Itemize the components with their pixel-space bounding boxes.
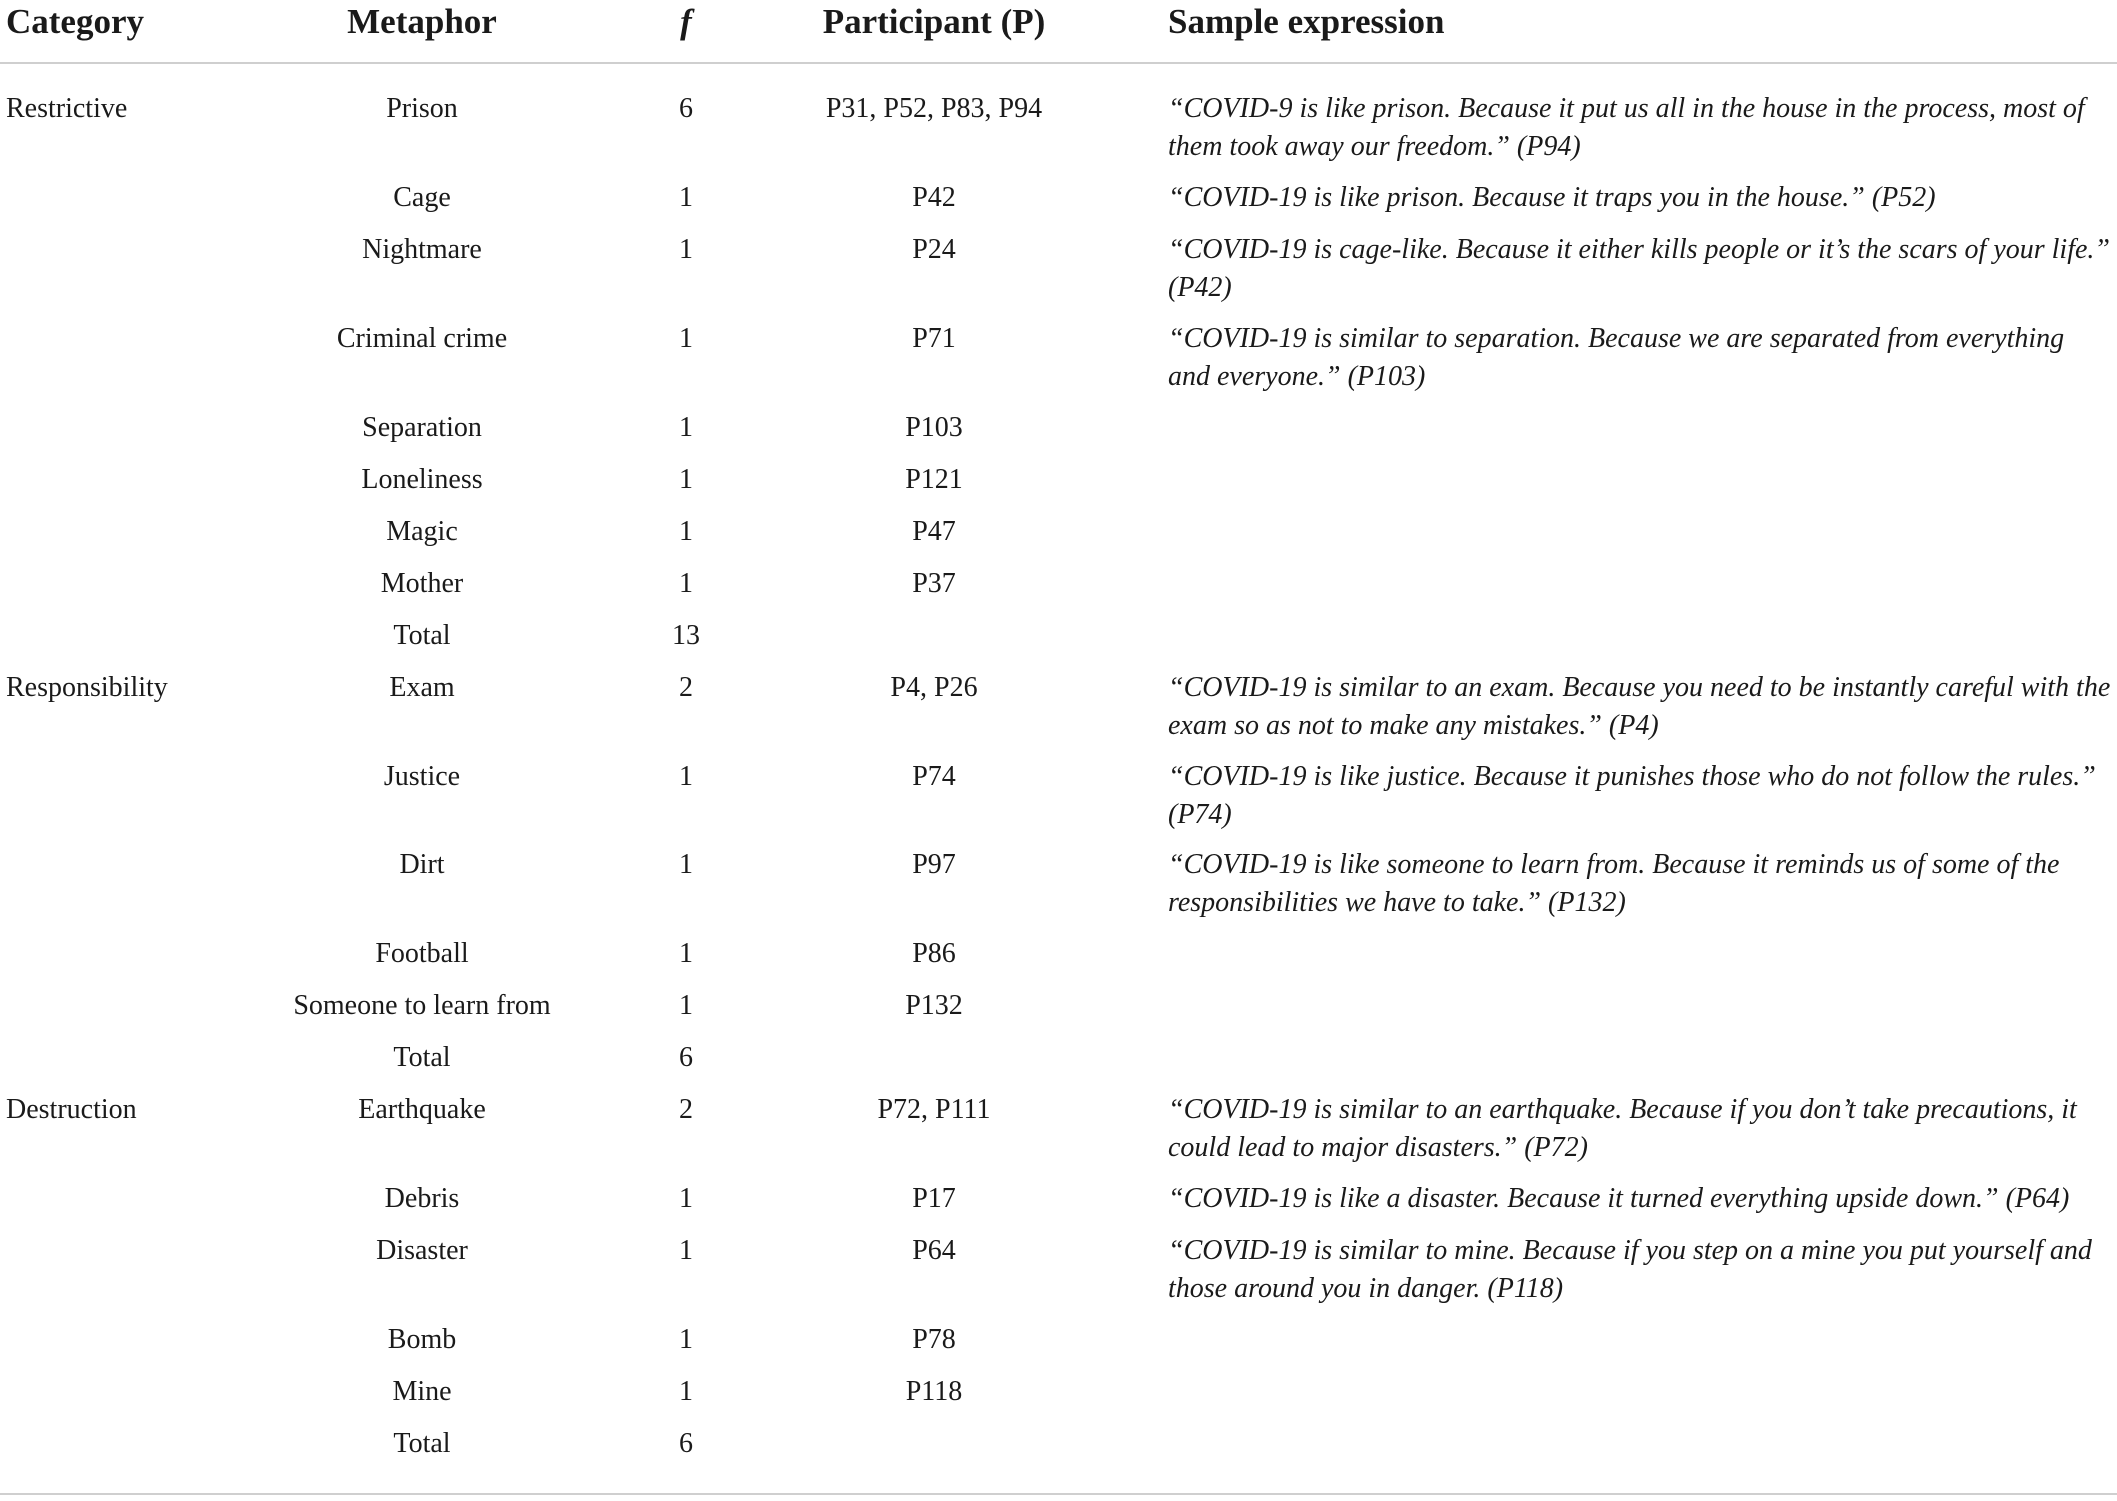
metaphor-cell: Dirt bbox=[399, 849, 445, 880]
metaphor-cell: Total bbox=[393, 1428, 451, 1459]
participant-cell: P97 bbox=[912, 849, 956, 880]
sample-expression-cell: “COVID-19 is similar to separation. Because we are separated from everything and everyone.” (P103) bbox=[1168, 323, 2065, 392]
participant-cell: P78 bbox=[912, 1324, 956, 1355]
frequency-cell: 1 bbox=[679, 1183, 693, 1214]
metaphor-cell: Mine bbox=[392, 1376, 452, 1407]
metaphor-cell: Earthquake bbox=[358, 1094, 486, 1125]
header-rule bbox=[0, 62, 2117, 64]
frequency-cell: 2 bbox=[679, 672, 693, 703]
sample-expression-cell: “COVID-19 is cage-like. Because it either kills people or it’s the scars of your life.” (P42) bbox=[1168, 234, 2110, 303]
category-cell: Destruction bbox=[6, 1094, 137, 1125]
participant-cell: P47 bbox=[912, 516, 956, 547]
metaphor-cell: Separation bbox=[362, 412, 482, 443]
metaphor-cell: Loneliness bbox=[361, 464, 483, 495]
header-participant: Participant (P) bbox=[822, 2, 1046, 41]
sample-expression-cell: “COVID-19 is similar to an earthquake. Because if you don’t take precautions, it could lead to major disasters.” (P72) bbox=[1168, 1094, 2077, 1163]
frequency-cell: 1 bbox=[679, 464, 693, 495]
metaphor-cell: Football bbox=[375, 938, 469, 969]
frequency-cell: 1 bbox=[679, 761, 693, 792]
participant-cell: P132 bbox=[905, 990, 963, 1021]
metaphor-cell: Prison bbox=[386, 93, 458, 124]
participant-cell: P17 bbox=[912, 1183, 956, 1214]
metaphor-cell: Total bbox=[393, 620, 451, 651]
participant-cell: P71 bbox=[912, 323, 956, 354]
sample-expression-cell: “COVID-19 is like prison. Because it traps you in the house.” (P52) bbox=[1168, 182, 1936, 213]
metaphor-cell: Bomb bbox=[387, 1324, 457, 1355]
frequency-cell: 1 bbox=[679, 990, 693, 1021]
frequency-cell: 1 bbox=[679, 938, 693, 969]
frequency-cell: 2 bbox=[679, 1094, 693, 1125]
metaphor-cell: Magic bbox=[386, 516, 458, 547]
header-sample: Sample expression bbox=[1168, 2, 1445, 41]
metaphor-cell: Someone to learn from bbox=[293, 990, 551, 1021]
participant-cell: P37 bbox=[912, 568, 956, 599]
metaphor-cell: Justice bbox=[383, 761, 461, 792]
participant-cell: P74 bbox=[912, 761, 956, 792]
category-cell: Restrictive bbox=[6, 93, 128, 124]
participant-cell: P4, P26 bbox=[890, 672, 978, 703]
frequency-cell: 6 bbox=[679, 1428, 693, 1459]
metaphor-cell: Total bbox=[393, 1042, 451, 1073]
frequency-cell: 1 bbox=[679, 323, 693, 354]
participant-cell: P24 bbox=[912, 234, 956, 265]
frequency-cell: 6 bbox=[679, 1042, 693, 1073]
frequency-cell: 1 bbox=[679, 1324, 693, 1355]
participant-cell: P72, P111 bbox=[877, 1094, 991, 1125]
frequency-cell: 6 bbox=[679, 93, 693, 124]
participant-cell: P86 bbox=[912, 938, 956, 969]
frequency-cell: 1 bbox=[679, 234, 693, 265]
sample-expression-cell: “COVID-19 is like a disaster. Because it turned everything upside down.” (P64) bbox=[1168, 1183, 2070, 1214]
frequency-cell: 1 bbox=[679, 1376, 693, 1407]
sample-expression-cell: “COVID-19 is like someone to learn from. Because it reminds us of some of the responsibilities we have to take.” (P132) bbox=[1168, 849, 2060, 918]
frequency-cell: 1 bbox=[679, 516, 693, 547]
header-metaphor: Metaphor bbox=[347, 2, 497, 41]
metaphor-cell: Mother bbox=[380, 568, 464, 599]
frequency-cell: 1 bbox=[679, 849, 693, 880]
participant-cell: P118 bbox=[905, 1376, 963, 1407]
header-f: f bbox=[680, 2, 692, 41]
frequency-cell: 1 bbox=[679, 412, 693, 443]
participant-cell: P31, P52, P83, P94 bbox=[825, 93, 1043, 124]
frequency-cell: 1 bbox=[679, 568, 693, 599]
participant-cell: P64 bbox=[912, 1235, 956, 1266]
sample-expression-cell: “COVID-9 is like prison. Because it put us all in the house in the process, most of them took away our freedom.” (P94) bbox=[1168, 93, 2085, 162]
participant-cell: P103 bbox=[905, 412, 963, 443]
metaphor-cell: Exam bbox=[389, 672, 455, 703]
category-cell: Responsibility bbox=[6, 672, 168, 703]
frequency-cell: 1 bbox=[679, 182, 693, 213]
metaphor-cell: Cage bbox=[393, 182, 451, 213]
sample-expression-cell: “COVID-19 is similar to mine. Because if you step on a mine you put yourself and those around you in danger. (P118) bbox=[1168, 1235, 2092, 1304]
frequency-cell: 13 bbox=[672, 620, 700, 651]
metaphor-cell: Debris bbox=[384, 1183, 460, 1214]
metaphor-cell: Criminal crime bbox=[336, 323, 508, 354]
sample-expression-cell: “COVID-19 is like justice. Because it punishes those who do not follow the rules.” (P74) bbox=[1168, 761, 2096, 830]
participant-cell: P42 bbox=[912, 182, 956, 213]
metaphor-cell: Nightmare bbox=[362, 234, 482, 265]
metaphor-cell: Disaster bbox=[376, 1235, 468, 1266]
bottom-rule bbox=[0, 1493, 2117, 1495]
sample-expression-cell: “COVID-19 is similar to an exam. Because you need to be instantly careful with the exam so as not to make any mistakes.” (P4) bbox=[1168, 672, 2111, 741]
header-category: Category bbox=[6, 2, 145, 41]
frequency-cell: 1 bbox=[679, 1235, 693, 1266]
participant-cell: P121 bbox=[905, 464, 963, 495]
